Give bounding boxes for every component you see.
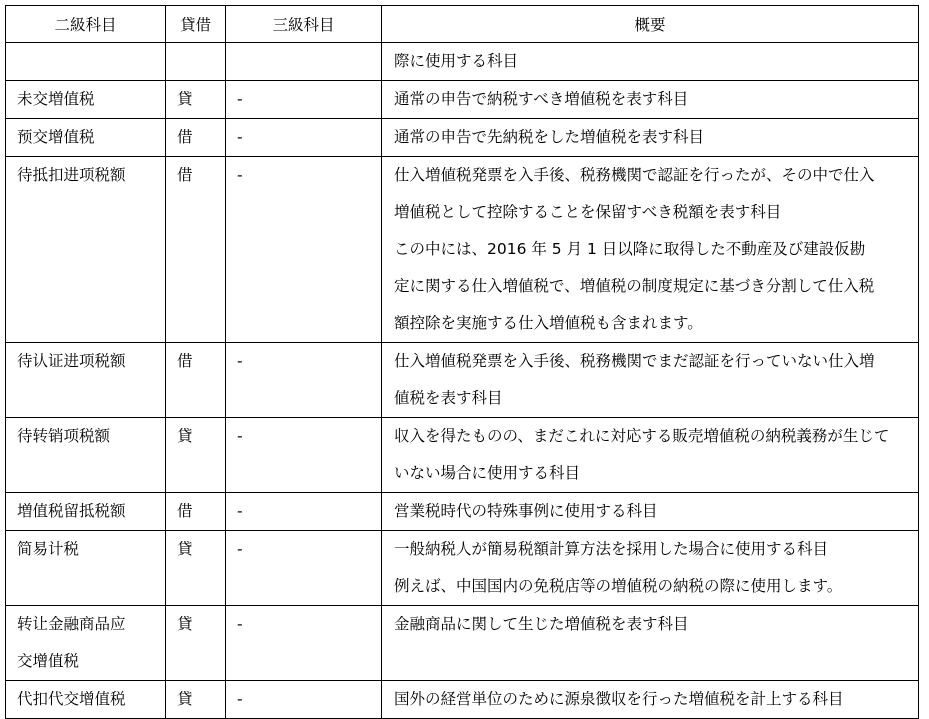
summary-cell: 金融商品に関して生じた増値税を表す科目 xyxy=(382,606,919,681)
table-row xyxy=(6,119,919,157)
summary-cell: 際に使用する科目 xyxy=(382,43,919,81)
summary-cell: 収入を得たものの、まだこれに対応する販売増値税の納税義務が生じて いない場合に使用する科目 xyxy=(382,418,919,493)
level3-cell: - xyxy=(226,81,382,119)
debit-credit-cell: 貸 xyxy=(166,681,226,719)
debit-credit-cell: 借 xyxy=(166,157,226,343)
level3-cell: - xyxy=(226,157,382,343)
level2-cell: 转让金融商品应 交增值税 xyxy=(6,606,166,681)
level2-cell: 预交增值税 xyxy=(6,119,166,157)
account-table-container xyxy=(5,5,919,719)
summary-cell: 通常の申告で納税すべき増値税を表す科目 xyxy=(382,81,919,119)
table-row xyxy=(6,493,919,531)
summary-cell: 一般納税人が簡易税額計算方法を採用した場合に使用する科目 例えば、中国国内の免税店等の増値税の納税の際に使用します。 xyxy=(382,531,919,606)
header-level3: 三級科目 xyxy=(226,6,382,43)
level3-cell: - xyxy=(226,418,382,493)
summary-cell: 国外の経営単位のために源泉徴収を行った増値税を計上する科目 xyxy=(382,681,919,719)
level3-cell: - xyxy=(226,493,382,531)
table-row xyxy=(6,343,919,418)
debit-credit-cell: 借 xyxy=(166,493,226,531)
level3-cell: - xyxy=(226,681,382,719)
level3-cell: - xyxy=(226,119,382,157)
level2-cell: 増值税留抵税额 xyxy=(6,493,166,531)
level2-cell xyxy=(6,43,166,81)
header-level2: 二級科目 xyxy=(6,6,166,43)
table-row xyxy=(6,157,919,343)
level2-cell: 代扣代交增值税 xyxy=(6,681,166,719)
summary-cell: 仕入増値税発票を入手後、税務機関でまだ認証を行っていない仕入増 値税を表す科目 xyxy=(382,343,919,418)
table-row xyxy=(6,81,919,119)
level3-cell: - xyxy=(226,531,382,606)
summary-cell: 通常の申告で先納税をした増値税を表す科目 xyxy=(382,119,919,157)
table-row xyxy=(6,43,919,81)
level2-cell: 待转销项税额 xyxy=(6,418,166,493)
header-summary: 概要 xyxy=(382,6,919,43)
account-table xyxy=(5,5,919,719)
debit-credit-cell: 借 xyxy=(166,343,226,418)
header-debit-credit: 貸借 xyxy=(166,6,226,43)
level3-cell: - xyxy=(226,606,382,681)
table-row xyxy=(6,681,919,719)
debit-credit-cell: 貸 xyxy=(166,606,226,681)
debit-credit-cell: 貸 xyxy=(166,418,226,493)
summary-cell: 仕入増値税発票を入手後、税務機関で認証を行ったが、その中で仕入 増値税として控除することを保留すべき税額を表す科目 この中には、2016 年 5 月 1 日以降に取得した不動産及び建設仮勘 定に関する仕入増値税で、増値税の制度規定に基づき分割して仕入税 額控除を実施する仕入増値税も含まれます。 xyxy=(382,157,919,343)
header-row xyxy=(6,6,919,43)
debit-credit-cell: 貸 xyxy=(166,531,226,606)
table-row xyxy=(6,418,919,493)
debit-credit-cell: 貸 xyxy=(166,81,226,119)
debit-credit-cell: 借 xyxy=(166,119,226,157)
level3-cell: - xyxy=(226,343,382,418)
table-row xyxy=(6,531,919,606)
level2-cell: 待认证进项税额 xyxy=(6,343,166,418)
debit-credit-cell xyxy=(166,43,226,81)
level3-cell xyxy=(226,43,382,81)
level2-cell: 待抵扣进项税额 xyxy=(6,157,166,343)
summary-cell: 営業税時代の特殊事例に使用する科目 xyxy=(382,493,919,531)
level2-cell: 未交増值税 xyxy=(6,81,166,119)
table-row xyxy=(6,606,919,681)
level2-cell: 简易计税 xyxy=(6,531,166,606)
